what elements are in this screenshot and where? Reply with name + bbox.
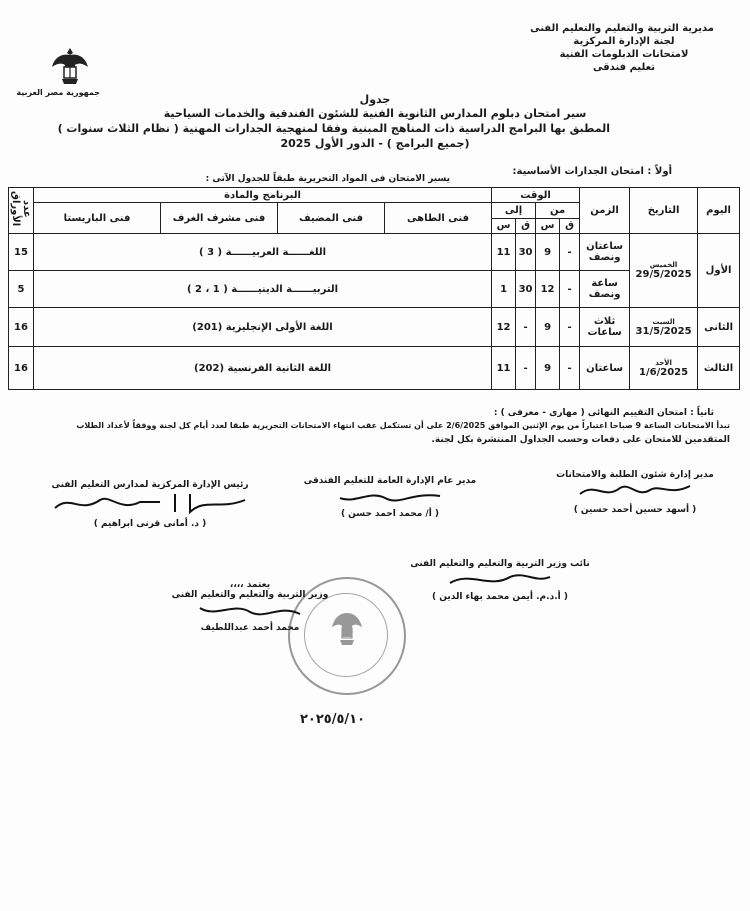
- handwritten-date: ٢٠٢٥/٥/١٠: [300, 712, 366, 727]
- signature-scribble: [575, 480, 695, 502]
- emblem-caption: جمهورية مصر العربية: [16, 88, 100, 97]
- signature-block-hotel-education: [290, 476, 490, 519]
- ministry-line: لجنة الإدارة المركزية: [573, 36, 675, 47]
- table-row: [9, 234, 740, 271]
- row-to-hour: 11: [492, 347, 516, 390]
- signature-block-minister: [150, 580, 350, 633]
- row-to-min: -: [516, 308, 536, 347]
- row-day: الثانى: [698, 308, 740, 347]
- signature-title: مدير عام الإدارة العامة للتعليم الفندقى: [303, 476, 477, 486]
- col-date: التاريخ: [630, 188, 698, 234]
- row-from-min: -: [560, 308, 580, 347]
- row-to-min: -: [516, 347, 536, 390]
- signature-name: ( أ/ محمد احمد حسن ): [340, 509, 440, 519]
- doc-subtitle-1: سير امتحان دبلوم المدارس الثانوية الفنية للشئون الفندقية والخدمات السياحية: [163, 107, 587, 120]
- row-date: [630, 234, 698, 308]
- signature-name: ( د. أمانى قرنى ابراهيم ): [93, 519, 207, 529]
- col-to: إلى: [492, 203, 536, 219]
- col-day: اليوم: [698, 188, 740, 234]
- signature-scribble: [330, 486, 450, 506]
- ministry-header: [530, 22, 714, 74]
- row-pages: 16: [9, 347, 34, 390]
- signature-name: ( أ.د.م. أيمن محمد بهاء الدين ): [432, 592, 568, 602]
- doc-subtitle-3: (جميع البرامج ) - الدور الأول 2025: [280, 137, 470, 150]
- row-from-min: -: [560, 234, 580, 271]
- signature-block-deputy-minister: [400, 559, 600, 602]
- row-subject: اللغة الأولى الإنجليزية (201): [34, 308, 492, 347]
- row-date-value: 31/5/2025: [635, 325, 692, 337]
- approval-label: يعتمد ،،،،: [229, 580, 271, 590]
- row-day-name: الخميس: [649, 261, 678, 269]
- ministry-line: تعليم فندقى: [593, 62, 655, 73]
- table-row: [9, 308, 740, 347]
- row-from-hour: 9: [536, 308, 560, 347]
- signature-title: وزير التربية والتعليم والتعليم الفنى: [171, 590, 329, 600]
- row-from-min: -: [560, 271, 580, 308]
- col-from-min: ق: [560, 218, 580, 234]
- row-date-value: 1/6/2025: [639, 366, 689, 378]
- row-duration: ساعتان: [580, 347, 630, 390]
- signature-scribble: [440, 569, 560, 589]
- section1-label: أولاً : امتحان الجدارات الأساسية:: [512, 166, 672, 177]
- row-subject: التربيــــــة الدينيــــــة ( 1 ، 2 ): [34, 271, 492, 308]
- section2-label: ثانياً : امتحان التقييم النهائى ( مهارى - معرفى ) :: [493, 408, 714, 418]
- row-to-hour: 12: [492, 308, 516, 347]
- col-prog-host: فنى المضيف: [278, 203, 385, 234]
- ministry-line: لامتحانات الدبلومات الفنية: [559, 49, 689, 60]
- signature-title: رئيس الإدارة المركزية لمدارس التعليم الفنى: [51, 480, 249, 490]
- ministry-line: مديرية التربية والتعليم والتعليم الفنى: [530, 23, 714, 34]
- col-from: من: [536, 203, 580, 219]
- col-pages: [9, 188, 34, 234]
- row-from-hour: 9: [536, 347, 560, 390]
- row-date-value: 29/5/2025: [635, 269, 692, 280]
- section1-note: يسير الامتحان فى المواد التحريرية طبقاً للجدول الآتى :: [205, 174, 450, 184]
- row-to-hour: 1: [492, 271, 516, 308]
- row-from-min: -: [560, 347, 580, 390]
- col-prog-barista: فنى الباريستا: [34, 203, 161, 234]
- signature-scribble: [50, 490, 250, 516]
- row-day-name: السبت: [652, 317, 675, 326]
- row-subject: اللغة الثانية الفرنسية (202): [34, 347, 492, 390]
- row-day-name: الأحد: [655, 358, 672, 367]
- row-to-min: 30: [516, 271, 536, 308]
- row-from-hour: 12: [536, 271, 560, 308]
- table-row: [9, 347, 740, 390]
- col-time: الوقت: [492, 188, 580, 203]
- row-date: [630, 347, 698, 390]
- row-subject: اللغــــــة العربيــــــة ( 3 ): [34, 234, 492, 271]
- signature-title: مدير إدارة شئون الطلبة والامتحانات: [556, 470, 714, 480]
- signature-name: محمد أحمد عبداللطيف: [200, 623, 300, 633]
- row-to-hour: 11: [492, 234, 516, 271]
- col-program: البرنامج والمادة: [34, 188, 492, 203]
- doc-subtitle-2: المطبق بها البرامج الدراسية ذات المناهج المبنية وفقا لمنهجية الجدارات المهنية ( نظام الثلاث سنوات ): [57, 122, 610, 135]
- col-to-hour: س: [492, 218, 516, 234]
- egypt-emblem: [16, 45, 100, 97]
- signature-title: نائب وزير التربية والتعليم والتعليم الفنى: [410, 559, 590, 569]
- signature-name: ( أسهد حسين أحمد حسين ): [573, 505, 697, 515]
- col-pages-label: عدد الأوراق: [10, 191, 32, 227]
- col-from-hour: س: [536, 218, 560, 234]
- row-duration: ساعتان ونصف: [580, 234, 630, 271]
- row-to-min: 30: [516, 234, 536, 271]
- row-duration: ثلاث ساعات: [580, 308, 630, 347]
- row-pages: 16: [9, 308, 34, 347]
- row-pages: 5: [9, 271, 34, 308]
- col-duration: الزمن: [580, 188, 630, 234]
- col-prog-rooms: فنى مشرف الغرف: [161, 203, 278, 234]
- row-day: الثالث: [698, 347, 740, 390]
- col-prog-chef: فنى الطاهى: [385, 203, 492, 234]
- col-to-min: ق: [516, 218, 536, 234]
- row-day: الأول: [698, 234, 740, 308]
- row-pages: 15: [9, 234, 34, 271]
- row-from-hour: 9: [536, 234, 560, 271]
- row-duration: ساعة ونصف: [580, 271, 630, 308]
- section2-note-1: تبدأ الامتحانات الساعة 9 صباحا اعتباراً من يوم الإثنين الموافق 2/6/2025 على أن تستكمل عقب انتهاء الامتحانات التحريرية طبقا لعدد أيام كل لجنة ووفقاً لأعداد الطلاب: [76, 421, 730, 430]
- section2-note-2: المتقدمين للامتحان على دفعات وحسب الجداول المنتشرة بكل لجنة.: [431, 435, 730, 445]
- exam-schedule-table: [8, 187, 740, 390]
- eagle-icon: [50, 45, 90, 87]
- row-date: [630, 308, 698, 347]
- signature-scribble: [190, 600, 310, 620]
- doc-title: جدول: [359, 93, 391, 106]
- signature-block-technical-education: [40, 480, 260, 529]
- signature-block-students: [540, 470, 730, 515]
